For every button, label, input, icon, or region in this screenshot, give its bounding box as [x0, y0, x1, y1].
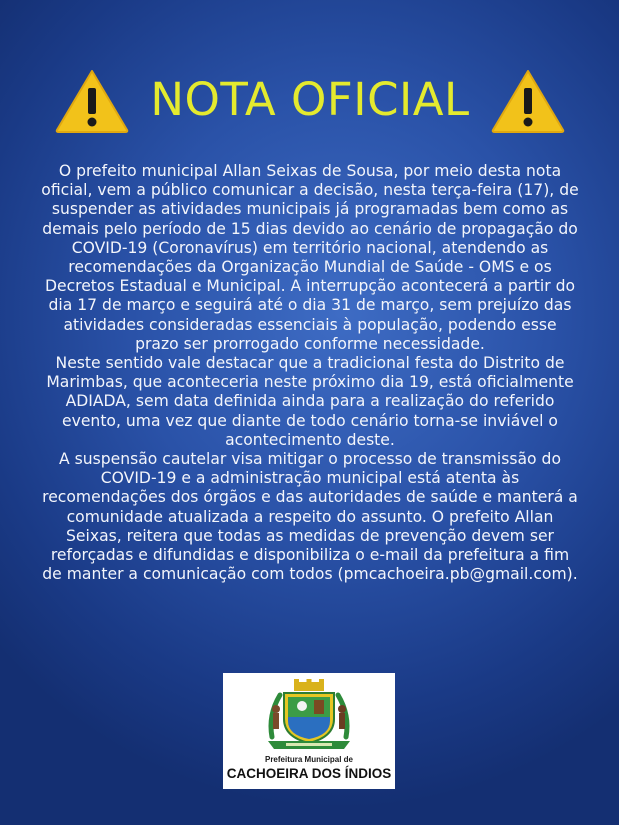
paragraph-suspension: O prefeito municipal Allan Seixas de Sousa, por meio desta nota oficial, vem a público comunicar a decisão, nesta terça-feira (17), de suspender as atividades municipais já programadas bem como as demais pelo período de 15 dias devido ao cenário de propagação do COVID-19 (Coronavírus) em território nacional, atendendo as recomendações da Organização Mundial de Saúde - OMS e os Decretos Estadual e Municipal. A interrupção acontecerá a partir do dia 17 de março e seguirá até o dia 31 de março, sem prejuízo das atividades consideradas essenciais à população, podendo esse prazo ser prorrogado conforme necessidade. [41, 162, 579, 353]
logo-municipality-name: CACHOEIRA DOS ÍNDIOS [226, 766, 392, 781]
logo-subtitle: Prefeitura Municipal de [264, 755, 354, 764]
warning-icon [54, 68, 130, 134]
warning-icon [490, 68, 566, 134]
paragraph-festival-postponed: Neste sentido vale destacar que a tradicional festa do Distrito de Marimbas, que aconteceria neste próximo dia 19, está oficialmente ADIADA, sem data definida ainda para a realização do referido evento, uma vez que diante de todo cenário torna-se inviável o acontecimento deste. [46, 354, 574, 449]
header [0, 60, 619, 140]
municipal-logo [223, 673, 395, 789]
announcement-body [40, 162, 580, 584]
page-title: NOTA OFICIAL [150, 73, 470, 126]
municipal-crest-icon [264, 679, 354, 751]
paragraph-prevention: A suspensão cautelar visa mitigar o processo de transmissão do COVID-19 e a administração municipal está atenta às recomendações dos órgãos e das autoridades de saúde e manterá a comunidade atualizada a respeito do assunto. O prefeito Allan Seixas, reitera que todas as medidas de prevenção devem ser reforçadas e difundidas e disponibiliza o e-mail da prefeitura a fim de manter a comunicação com todos (pmcachoeira.pb@gmail.com). [42, 450, 578, 584]
